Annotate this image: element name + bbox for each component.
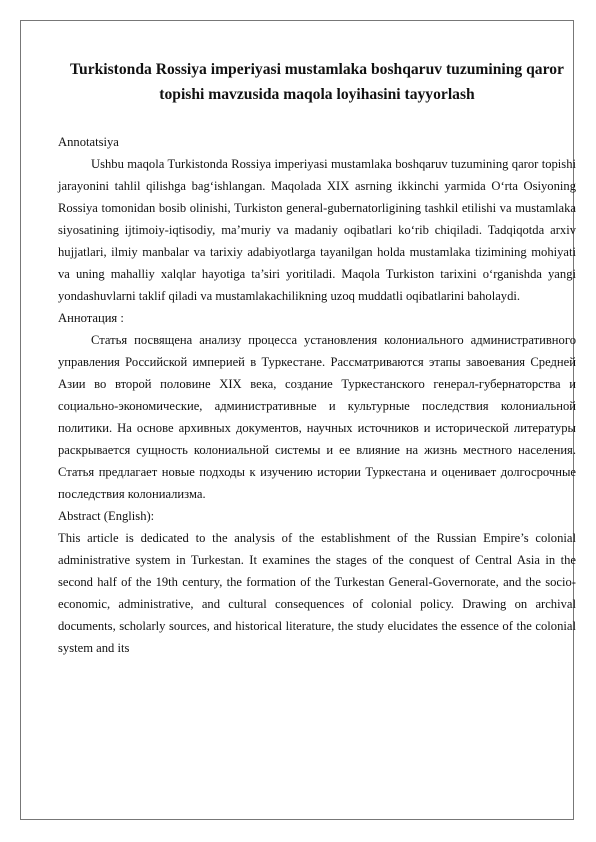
russian-abstract-text: Статья посвящена анализу процесса установления колониального административного управления Российской империей в Туркестане. Рассматриваются этапы завоевания Средней Азии во второй половине XIX века, создание Туркестанского генерал-губернаторства и социально-экономические, административные и культурные последствия колониальной политики. На основе архивных документов, научных источников и исторической литературы раскрывается сущность колониальной системы и ее влияние на жизнь местного населения. Статья предлагает новые подходы к изучению истории Туркестана и оценивает долгосрочные последствия колониализма. [58, 333, 576, 501]
document-title: Turkistonda Rossiya imperiyasi mustamlaka boshqaruv tuzumining qaror topishi mavzusida maqola loyihasini tayyorlash [70, 61, 564, 103]
uzbek-abstract-heading: Annotatsiya [58, 135, 119, 149]
title-spacer [58, 107, 576, 131]
document-page [20, 20, 574, 820]
uzbek-abstract-text: Ushbu maqola Turkistonda Rossiya imperiyasi mustamlaka boshqaruv tuzumining qaror topishi jarayonini tahlil qilishga bag‘ishlangan. Maqolada XIX asrning ikkinchi yarmida O‘rta Osiyoning Rossiya tomonidan bosib olinishi, Turkiston general-gubernatorligining tashkil etilishi va mustamlaka siyosatining ijtimoiy-iqtisodiy, ma’muriy va madaniy oqibatlari ko‘rib chiqiladi. Tadqiqotda arxiv hujjatlari, ilmiy manbalar va tarixiy adabiyotlarga tayanilgan holda mustamlaka tizimining mohiyati va uning mahalliy xalqlar hayotiga ta’siri yoritiladi. Maqola Turkiston tarixini o‘rganishda yangi yondashuvlarni taklif qiladi va mustamlakachilikning uzoq muddatli oqibatlarini baholaydi. [58, 157, 576, 303]
english-abstract-heading: Abstract (English): [58, 509, 155, 523]
russian-abstract-heading: Аннотация : [58, 311, 124, 325]
english-abstract-text: This article is dedicated to the analysis of the establishment of the Russian Empire’s colonial administrative system in Turkestan. It examines the stages of the conquest of Central Asia in the second half of the 19th century, the formation of the Turkestan General-Governorate, and the socio-economic, administrative, and cultural consequences of colonial policy. Drawing on archival documents, scholarly sources, and historical literature, the study elucidates the essence of the colonial system and its [58, 531, 576, 655]
document-content [58, 57, 576, 659]
